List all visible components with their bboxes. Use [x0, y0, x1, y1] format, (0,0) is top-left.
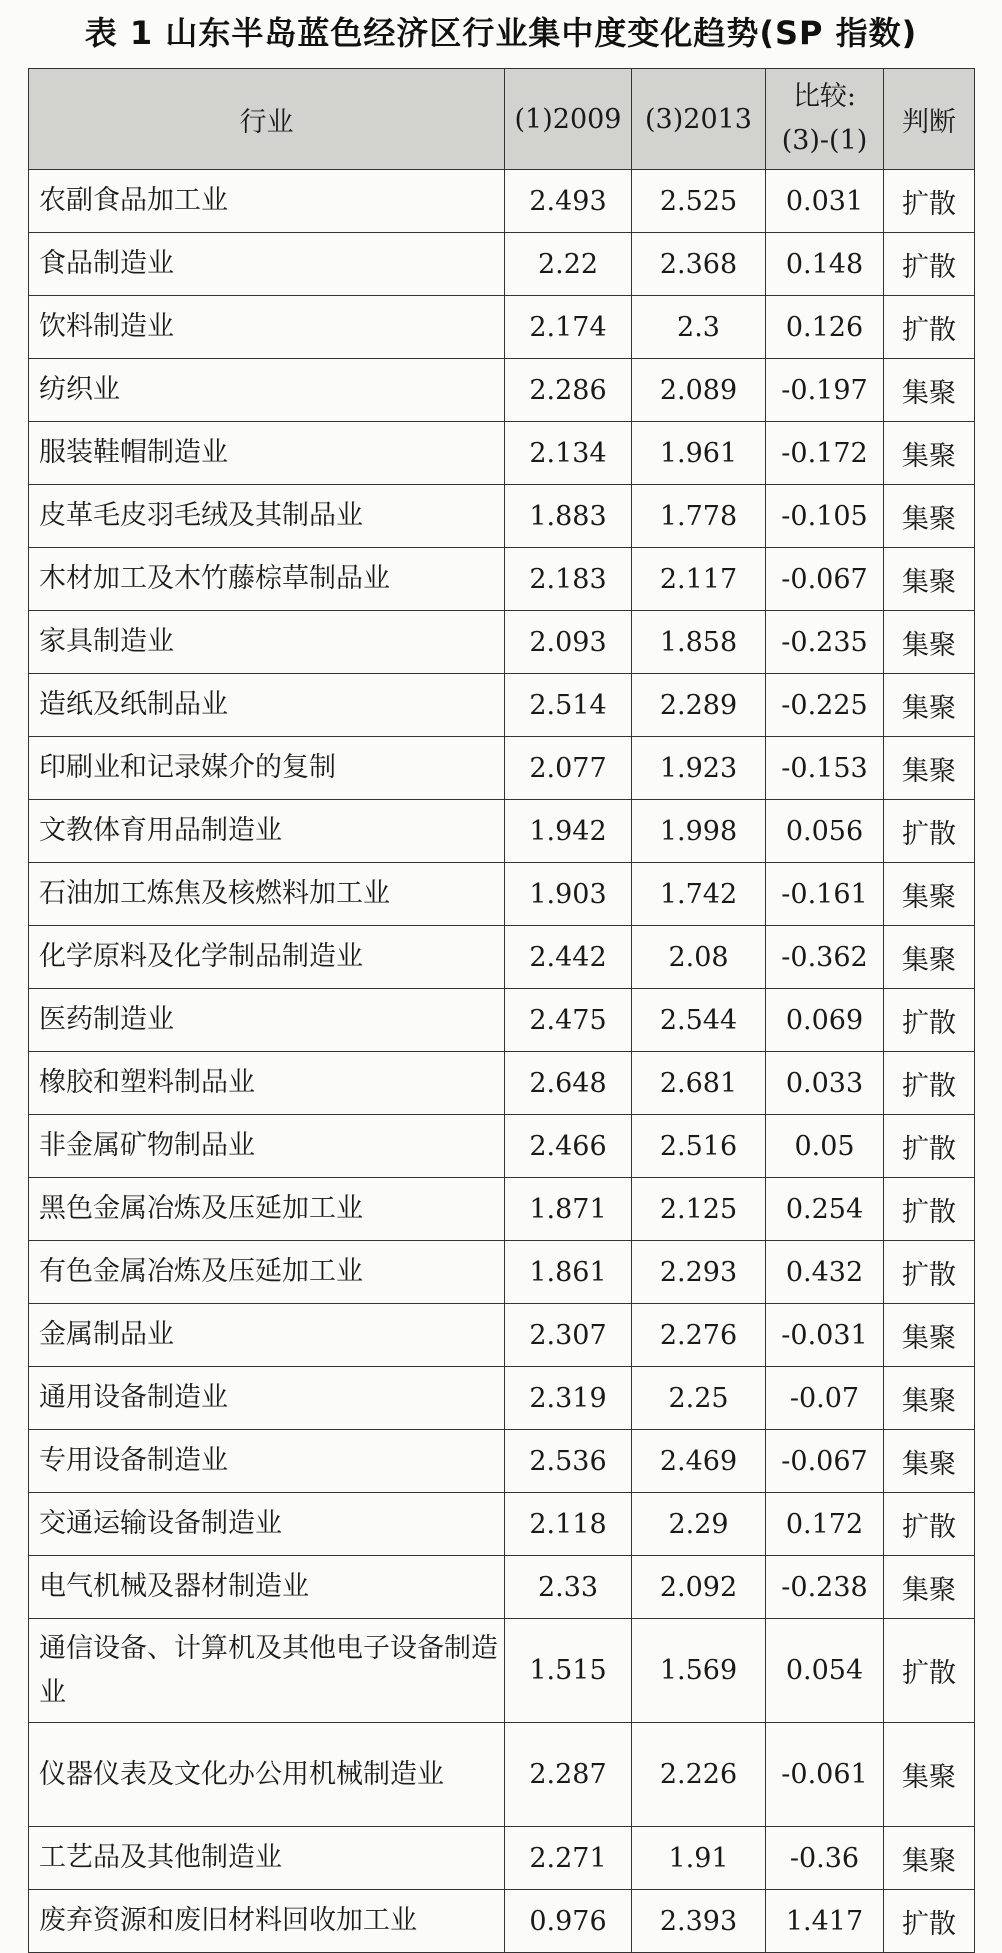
- judgement-cell: 集聚: [884, 1556, 975, 1619]
- judgement-cell: 扩散: [884, 800, 975, 863]
- table-row: [29, 611, 975, 674]
- table-row: [29, 1367, 975, 1430]
- industry-cell: 食品制造业: [29, 233, 505, 296]
- difference-cell: 0.148: [766, 233, 884, 296]
- difference-cell: -0.061: [766, 1723, 884, 1827]
- table-row: [29, 1115, 975, 1178]
- table-row: [29, 359, 975, 422]
- value-2009-cell: 2.442: [505, 926, 632, 989]
- value-2013-cell: 2.525: [632, 170, 766, 233]
- industry-cell: 仪器仪表及文化办公用机械制造业: [29, 1723, 505, 1827]
- difference-cell: 0.05: [766, 1115, 884, 1178]
- judgement-cell: 集聚: [884, 1367, 975, 1430]
- difference-cell: 1.417: [766, 1890, 884, 1953]
- judgement-cell: 集聚: [884, 737, 975, 800]
- value-2013-cell: 2.293: [632, 1241, 766, 1304]
- value-2013-cell: 1.91: [632, 1827, 766, 1890]
- value-2009-cell: 2.183: [505, 548, 632, 611]
- table-row: [29, 296, 975, 359]
- table-row: [29, 1827, 975, 1890]
- industry-cell: 农副食品加工业: [29, 170, 505, 233]
- industry-cell: 家具制造业: [29, 611, 505, 674]
- industry-cell: 皮革毛皮羽毛绒及其制品业: [29, 485, 505, 548]
- value-2009-cell: 2.466: [505, 1115, 632, 1178]
- value-2013-cell: 2.226: [632, 1723, 766, 1827]
- industry-cell: 废弃资源和废旧材料回收加工业: [29, 1890, 505, 1953]
- judgement-cell: 扩散: [884, 1619, 975, 1723]
- industry-cell: 专用设备制造业: [29, 1430, 505, 1493]
- judgement-cell: 扩散: [884, 1493, 975, 1556]
- difference-cell: 0.254: [766, 1178, 884, 1241]
- industry-cell: 黑色金属冶炼及压延加工业: [29, 1178, 505, 1241]
- industry-cell: 纺织业: [29, 359, 505, 422]
- value-2013-cell: 1.923: [632, 737, 766, 800]
- difference-cell: -0.225: [766, 674, 884, 737]
- header-industry: 行业: [29, 69, 505, 170]
- table-row: [29, 1241, 975, 1304]
- difference-cell: -0.362: [766, 926, 884, 989]
- table-row: [29, 800, 975, 863]
- header-2009: (1)2009: [505, 69, 632, 170]
- table-row: [29, 1430, 975, 1493]
- difference-cell: 0.432: [766, 1241, 884, 1304]
- difference-cell: 0.031: [766, 170, 884, 233]
- industry-cell: 电气机械及器材制造业: [29, 1556, 505, 1619]
- judgement-cell: 集聚: [884, 359, 975, 422]
- difference-cell: 0.069: [766, 989, 884, 1052]
- difference-cell: -0.067: [766, 1430, 884, 1493]
- value-2013-cell: 1.569: [632, 1619, 766, 1723]
- judgement-cell: 集聚: [884, 863, 975, 926]
- table-row: [29, 233, 975, 296]
- value-2009-cell: 2.33: [505, 1556, 632, 1619]
- judgement-cell: 集聚: [884, 611, 975, 674]
- value-2009-cell: 0.976: [505, 1890, 632, 1953]
- difference-cell: -0.067: [766, 548, 884, 611]
- judgement-cell: 扩散: [884, 1241, 975, 1304]
- difference-cell: -0.238: [766, 1556, 884, 1619]
- industry-cell: 医药制造业: [29, 989, 505, 1052]
- value-2009-cell: 2.286: [505, 359, 632, 422]
- judgement-cell: 集聚: [884, 1723, 975, 1827]
- difference-cell: -0.36: [766, 1827, 884, 1890]
- judgement-cell: 扩散: [884, 233, 975, 296]
- industry-cell: 橡胶和塑料制品业: [29, 1052, 505, 1115]
- value-2013-cell: 2.08: [632, 926, 766, 989]
- value-2013-cell: 2.29: [632, 1493, 766, 1556]
- value-2009-cell: 1.903: [505, 863, 632, 926]
- judgement-cell: 扩散: [884, 1890, 975, 1953]
- difference-cell: -0.161: [766, 863, 884, 926]
- value-2013-cell: 2.681: [632, 1052, 766, 1115]
- industry-cell: 金属制品业: [29, 1304, 505, 1367]
- value-2013-cell: 2.289: [632, 674, 766, 737]
- difference-cell: -0.07: [766, 1367, 884, 1430]
- table-title: 表 1 山东半岛蓝色经济区行业集中度变化趋势(SP 指数): [84, 14, 918, 52]
- value-2009-cell: 2.134: [505, 422, 632, 485]
- industry-cell: 印刷业和记录媒介的复制: [29, 737, 505, 800]
- table-row: [29, 1304, 975, 1367]
- industry-cell: 化学原料及化学制品制造业: [29, 926, 505, 989]
- table-row: [29, 1723, 975, 1827]
- table-row: [29, 737, 975, 800]
- table-row: [29, 1890, 975, 1953]
- value-2013-cell: 1.998: [632, 800, 766, 863]
- header-judge: 判断: [884, 69, 975, 170]
- difference-cell: 0.033: [766, 1052, 884, 1115]
- value-2013-cell: 2.092: [632, 1556, 766, 1619]
- header-row: [29, 69, 975, 170]
- judgement-cell: 集聚: [884, 1827, 975, 1890]
- value-2013-cell: 2.117: [632, 548, 766, 611]
- value-2009-cell: 2.287: [505, 1723, 632, 1827]
- industry-cell: 通信设备、计算机及其他电子设备制造业: [29, 1619, 505, 1723]
- industry-cell: 工艺品及其他制造业: [29, 1827, 505, 1890]
- value-2013-cell: 1.961: [632, 422, 766, 485]
- header-2013: (3)2013: [632, 69, 766, 170]
- industry-cell: 非金属矿物制品业: [29, 1115, 505, 1178]
- header-compare-line1: 比较:: [792, 81, 857, 112]
- value-2009-cell: 2.077: [505, 737, 632, 800]
- value-2013-cell: 1.742: [632, 863, 766, 926]
- table-row: [29, 1619, 975, 1723]
- table-row: [29, 863, 975, 926]
- difference-cell: -0.105: [766, 485, 884, 548]
- value-2009-cell: 1.942: [505, 800, 632, 863]
- value-2013-cell: 2.544: [632, 989, 766, 1052]
- difference-cell: -0.235: [766, 611, 884, 674]
- table-row: [29, 485, 975, 548]
- difference-cell: -0.172: [766, 422, 884, 485]
- difference-cell: -0.153: [766, 737, 884, 800]
- judgement-cell: 扩散: [884, 989, 975, 1052]
- value-2013-cell: 1.858: [632, 611, 766, 674]
- table-row: [29, 674, 975, 737]
- judgement-cell: 集聚: [884, 485, 975, 548]
- value-2013-cell: 2.125: [632, 1178, 766, 1241]
- value-2009-cell: 2.307: [505, 1304, 632, 1367]
- table-row: [29, 1052, 975, 1115]
- table-row: [29, 1556, 975, 1619]
- value-2013-cell: 2.276: [632, 1304, 766, 1367]
- table-row: [29, 1178, 975, 1241]
- difference-cell: -0.031: [766, 1304, 884, 1367]
- value-2013-cell: 2.469: [632, 1430, 766, 1493]
- judgement-cell: 集聚: [884, 674, 975, 737]
- value-2009-cell: 1.883: [505, 485, 632, 548]
- industry-cell: 通用设备制造业: [29, 1367, 505, 1430]
- value-2009-cell: 2.271: [505, 1827, 632, 1890]
- value-2009-cell: 2.174: [505, 296, 632, 359]
- judgement-cell: 集聚: [884, 1304, 975, 1367]
- difference-cell: 0.056: [766, 800, 884, 863]
- value-2013-cell: 2.3: [632, 296, 766, 359]
- value-2009-cell: 2.493: [505, 170, 632, 233]
- value-2013-cell: 2.25: [632, 1367, 766, 1430]
- value-2009-cell: 2.319: [505, 1367, 632, 1430]
- table-row: [29, 926, 975, 989]
- industry-cell: 有色金属冶炼及压延加工业: [29, 1241, 505, 1304]
- value-2009-cell: 2.514: [505, 674, 632, 737]
- value-2009-cell: 1.515: [505, 1619, 632, 1723]
- value-2009-cell: 2.475: [505, 989, 632, 1052]
- value-2013-cell: 2.516: [632, 1115, 766, 1178]
- judgement-cell: 扩散: [884, 1052, 975, 1115]
- industry-cell: 服装鞋帽制造业: [29, 422, 505, 485]
- industry-cell: 木材加工及木竹藤棕草制品业: [29, 548, 505, 611]
- industry-cell: 石油加工炼焦及核燃料加工业: [29, 863, 505, 926]
- judgement-cell: 扩散: [884, 170, 975, 233]
- judgement-cell: 集聚: [884, 548, 975, 611]
- industry-cell: 文教体育用品制造业: [29, 800, 505, 863]
- industry-cell: 饮料制造业: [29, 296, 505, 359]
- table-row: [29, 1493, 975, 1556]
- judgement-cell: 集聚: [884, 1430, 975, 1493]
- value-2009-cell: 2.536: [505, 1430, 632, 1493]
- judgement-cell: 扩散: [884, 1115, 975, 1178]
- judgement-cell: 扩散: [884, 1178, 975, 1241]
- header-compare-line2: (3)-(1): [781, 125, 868, 156]
- value-2013-cell: 2.393: [632, 1890, 766, 1953]
- industry-concentration-table: [28, 68, 975, 1953]
- value-2013-cell: 2.368: [632, 233, 766, 296]
- value-2009-cell: 1.871: [505, 1178, 632, 1241]
- judgement-cell: 集聚: [884, 926, 975, 989]
- table-row: [29, 170, 975, 233]
- value-2009-cell: 2.648: [505, 1052, 632, 1115]
- difference-cell: 0.126: [766, 296, 884, 359]
- table-body: [29, 170, 975, 1953]
- table-row: [29, 548, 975, 611]
- value-2009-cell: 2.22: [505, 233, 632, 296]
- difference-cell: 0.172: [766, 1493, 884, 1556]
- table-row: [29, 989, 975, 1052]
- header-compare: [766, 69, 884, 170]
- industry-cell: 交通运输设备制造业: [29, 1493, 505, 1556]
- difference-cell: 0.054: [766, 1619, 884, 1723]
- value-2009-cell: 2.093: [505, 611, 632, 674]
- value-2013-cell: 2.089: [632, 359, 766, 422]
- difference-cell: -0.197: [766, 359, 884, 422]
- judgement-cell: 集聚: [884, 422, 975, 485]
- table-row: [29, 422, 975, 485]
- industry-cell: 造纸及纸制品业: [29, 674, 505, 737]
- value-2009-cell: 2.118: [505, 1493, 632, 1556]
- value-2009-cell: 1.861: [505, 1241, 632, 1304]
- value-2013-cell: 1.778: [632, 485, 766, 548]
- judgement-cell: 扩散: [884, 296, 975, 359]
